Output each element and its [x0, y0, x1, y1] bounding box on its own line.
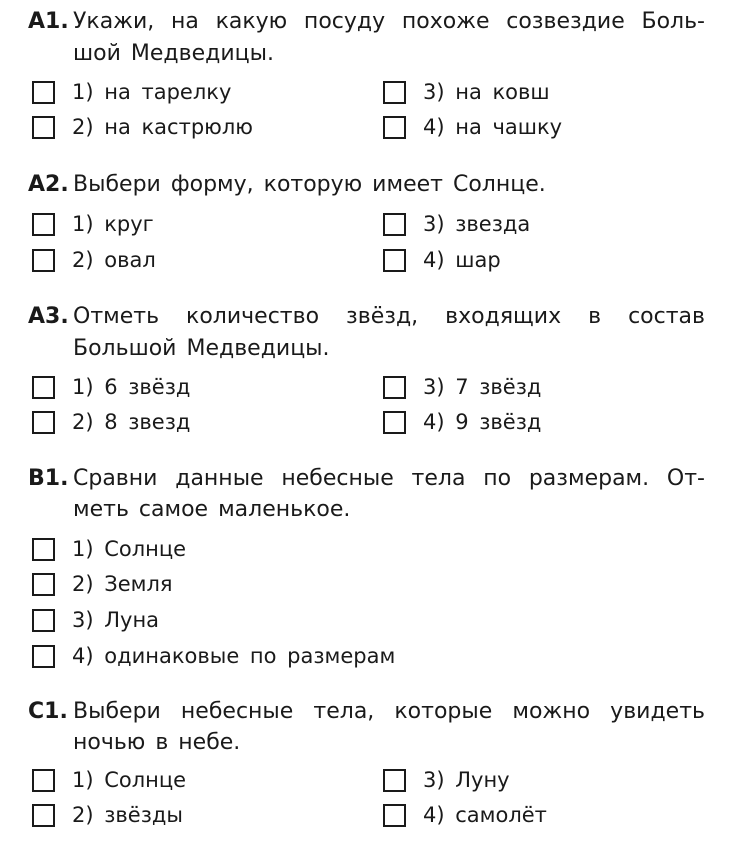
answer-label: 2) звёзды — [72, 803, 183, 827]
answer-checkbox[interactable] — [383, 249, 406, 272]
question-number: В1. — [28, 466, 69, 491]
answer-checkbox[interactable] — [32, 116, 55, 139]
answer-label: 2) на кастрюлю — [72, 115, 253, 139]
answer-checkbox[interactable] — [383, 213, 406, 236]
answer-checkbox[interactable] — [32, 81, 55, 104]
answer-option[interactable] — [383, 245, 501, 275]
answer-option[interactable] — [32, 112, 253, 142]
question-number: А1. — [28, 9, 69, 34]
answer-checkbox[interactable] — [383, 411, 406, 434]
answer-option[interactable] — [32, 605, 159, 635]
answer-checkbox[interactable] — [32, 376, 55, 399]
answer-option[interactable] — [383, 407, 541, 437]
answer-checkbox[interactable] — [32, 538, 55, 561]
answer-label: 2) овал — [72, 248, 156, 272]
question-text-line: Отметь количество звёзд, входящих в состав — [73, 304, 705, 329]
answer-label: 3) 7 звёзд — [423, 375, 542, 399]
answer-option[interactable] — [32, 534, 186, 564]
answer-option[interactable] — [383, 112, 562, 142]
answer-label: 4) одинаковые по размерам — [72, 644, 396, 668]
answer-label: 1) Солнце — [72, 768, 187, 792]
question-text-line: Сравни данные небесные тела по размерам. От- — [73, 466, 705, 491]
answer-label: 1) на тарелку — [72, 80, 232, 104]
answer-label: 2) Земля — [72, 572, 173, 596]
question-text-line: шой Медведицы. — [73, 41, 274, 66]
question-text-line: Выбери форму, которую имеет Солнце. — [73, 172, 546, 197]
answer-checkbox[interactable] — [383, 769, 406, 792]
question-number: С1. — [28, 699, 68, 724]
question-number: А2. — [28, 172, 69, 197]
answer-option[interactable] — [32, 569, 173, 599]
answer-option[interactable] — [383, 800, 547, 830]
answer-label: 1) 6 звёзд — [72, 375, 191, 399]
answer-option[interactable] — [32, 765, 186, 795]
question-number: А3. — [28, 304, 69, 329]
answer-option[interactable] — [383, 765, 510, 795]
answer-label: 3) Луна — [72, 608, 160, 632]
answer-checkbox[interactable] — [32, 609, 55, 632]
answer-label: 4) 9 звёзд — [423, 410, 542, 434]
question-text-line: Выбери небесные тела, которые можно увидеть — [73, 699, 705, 724]
answer-option[interactable] — [32, 372, 190, 402]
question-text-line: ночью в небе. — [73, 730, 241, 755]
answer-option[interactable] — [32, 641, 395, 671]
answer-option[interactable] — [383, 77, 550, 107]
answer-label: 1) Солнце — [72, 537, 187, 561]
answer-label: 3) Луну — [423, 768, 510, 792]
answer-label: 4) самолёт — [423, 803, 547, 827]
answer-checkbox[interactable] — [383, 81, 406, 104]
answer-label: 3) на ковш — [423, 80, 550, 104]
answer-option[interactable] — [32, 245, 156, 275]
answer-option[interactable] — [32, 407, 190, 437]
answer-option[interactable] — [383, 209, 530, 239]
answer-option[interactable] — [32, 800, 183, 830]
answer-label: 4) шар — [423, 248, 501, 272]
answer-option[interactable] — [32, 77, 231, 107]
answer-option[interactable] — [383, 372, 541, 402]
answer-checkbox[interactable] — [32, 804, 55, 827]
answer-checkbox[interactable] — [32, 645, 55, 668]
question-text-line: меть самое маленькое. — [73, 497, 351, 522]
answer-checkbox[interactable] — [383, 116, 406, 139]
answer-label: 2) 8 звезд — [72, 410, 191, 434]
question-text-line: Большой Медведицы. — [73, 336, 330, 361]
answer-label: 4) на чашку — [423, 115, 563, 139]
answer-checkbox[interactable] — [32, 249, 55, 272]
answer-checkbox[interactable] — [383, 804, 406, 827]
answer-checkbox[interactable] — [32, 411, 55, 434]
answer-checkbox[interactable] — [383, 376, 406, 399]
answer-checkbox[interactable] — [32, 213, 55, 236]
question-text-line: Укажи, на какую посуду похоже созвездие Боль- — [73, 9, 705, 34]
answer-option[interactable] — [32, 209, 154, 239]
answer-checkbox[interactable] — [32, 573, 55, 596]
answer-label: 1) круг — [72, 212, 154, 236]
answer-checkbox[interactable] — [32, 769, 55, 792]
answer-label: 3) звезда — [423, 212, 531, 236]
